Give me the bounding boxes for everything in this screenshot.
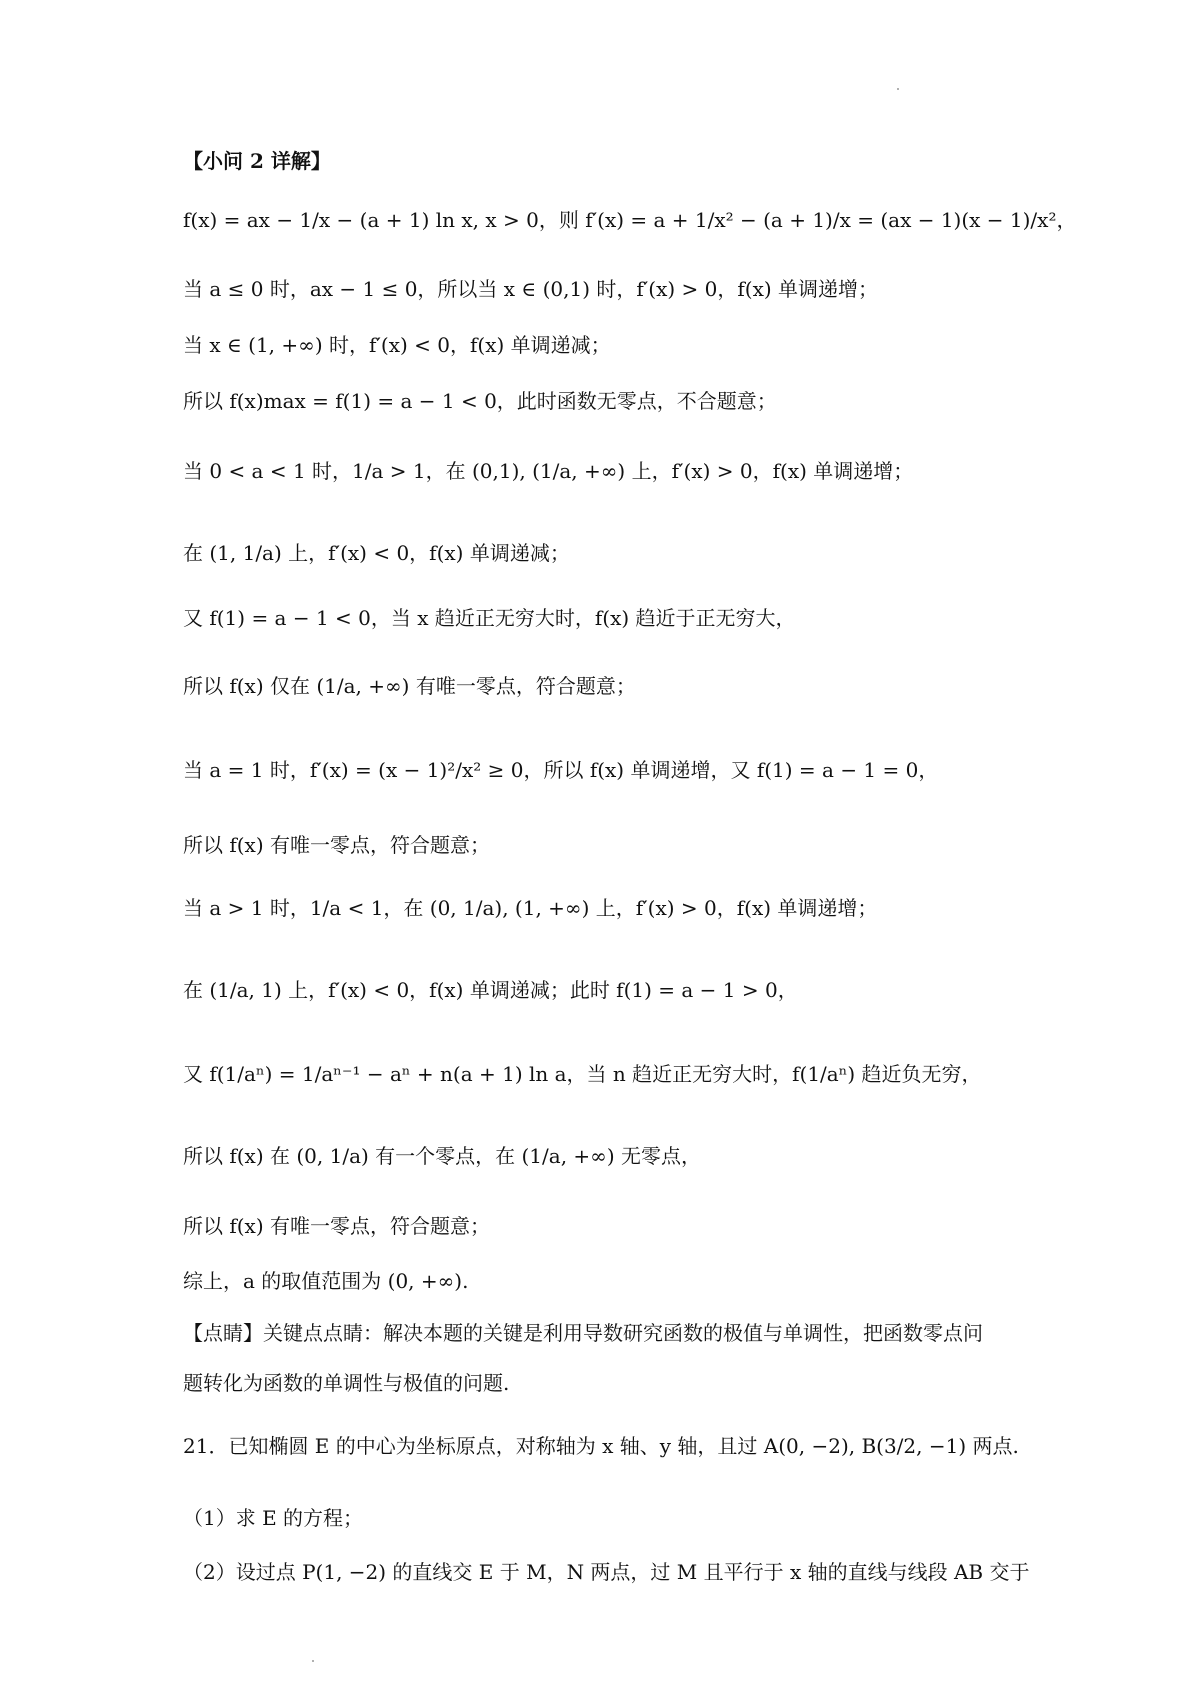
case-a-gt-1-limit: 又 f(1/aⁿ) = 1/aⁿ⁻¹ − aⁿ + n(a + 1) ln a，当 n 趋近正无穷大时，f(1/aⁿ) 趋近负无穷，: [183, 1062, 982, 1086]
case-a-between-0-1: 当 0 < a < 1 时，1/a > 1，在 (0,1), (1/a, +∞) 上，f′(x) > 0，f(x) 单调递增；: [183, 459, 914, 483]
case-a-gt-1: 当 a > 1 时，1/a < 1，在 (0, 1/a), (1, +∞) 上，f′(x) > 0，f(x) 单调递增；: [183, 896, 878, 920]
problem-21-part-1: （1）求 E 的方程；: [183, 1506, 364, 1530]
scan-dot: [312, 1660, 314, 1662]
case-a-gt-1-conclusion: 所以 f(x) 有唯一零点，符合题意；: [183, 1214, 491, 1238]
case-a-gt-1-zeros: 所以 f(x) 在 (0, 1/a) 有一个零点，在 (1/a, +∞) 无零点，: [183, 1144, 701, 1168]
case-a-between-0-1-limit: 又 f(1) = a − 1 < 0，当 x 趋近正无穷大时，f(x) 趋近于正无穷大，: [183, 606, 796, 630]
derivative-line: f(x) = ax − 1/x − (a + 1) ln x, x > 0，则 f′(x) = a + 1/x² − (a + 1)/x = (ax − 1)(x − 1)/x²，: [183, 208, 1077, 232]
problem-21-statement: 21．已知椭圆 E 的中心为坐标原点，对称轴为 x 轴、y 轴，且过 A(0, −2), B(3/2, −1) 两点.: [183, 1434, 1019, 1458]
summary-line: 综上，a 的取值范围为 (0, +∞).: [183, 1269, 469, 1293]
case-a-eq-1: 当 a = 1 时，f′(x) = (x − 1)²/x² ≥ 0，所以 f(x) 单调递增，又 f(1) = a − 1 = 0，: [183, 758, 939, 782]
case-a-eq-1-conclusion: 所以 f(x) 有唯一零点，符合题意；: [183, 833, 491, 857]
case-a-between-0-1-decreasing: 在 (1, 1/a) 上，f′(x) < 0，f(x) 单调递减；: [183, 541, 570, 565]
key-point-line-2: 题转化为函数的单调性与极值的问题.: [183, 1371, 510, 1395]
case-a-between-0-1-conclusion: 所以 f(x) 仅在 (1/a, +∞) 有唯一零点，符合题意；: [183, 674, 636, 698]
case-a-gt-1-decreasing: 在 (1/a, 1) 上，f′(x) < 0，f(x) 单调递减；此时 f(1) = a − 1 > 0，: [183, 978, 798, 1002]
key-point-line-1: 【点睛】关键点点睛：解决本题的关键是利用导数研究函数的极值与单调性，把函数零点问: [183, 1321, 983, 1345]
case-a-le-0-conclusion: 所以 f(x)max = f(1) = a − 1 < 0，此时函数无零点，不合题意；: [183, 389, 777, 413]
problem-21-part-2: （2）设过点 P(1, −2) 的直线交 E 于 M，N 两点，过 M 且平行于 x 轴的直线与线段 AB 交于: [183, 1560, 1030, 1584]
case-a-le-0-decreasing: 当 x ∈ (1, +∞) 时，f′(x) < 0，f(x) 单调递减；: [183, 333, 611, 357]
scan-dot: [897, 88, 899, 90]
case-a-le-0: 当 a ≤ 0 时，ax − 1 ≤ 0，所以当 x ∈ (0,1) 时，f′(x) > 0，f(x) 单调递增；: [183, 277, 879, 301]
subquestion-2-heading: 【小问 2 详解】: [183, 149, 331, 173]
